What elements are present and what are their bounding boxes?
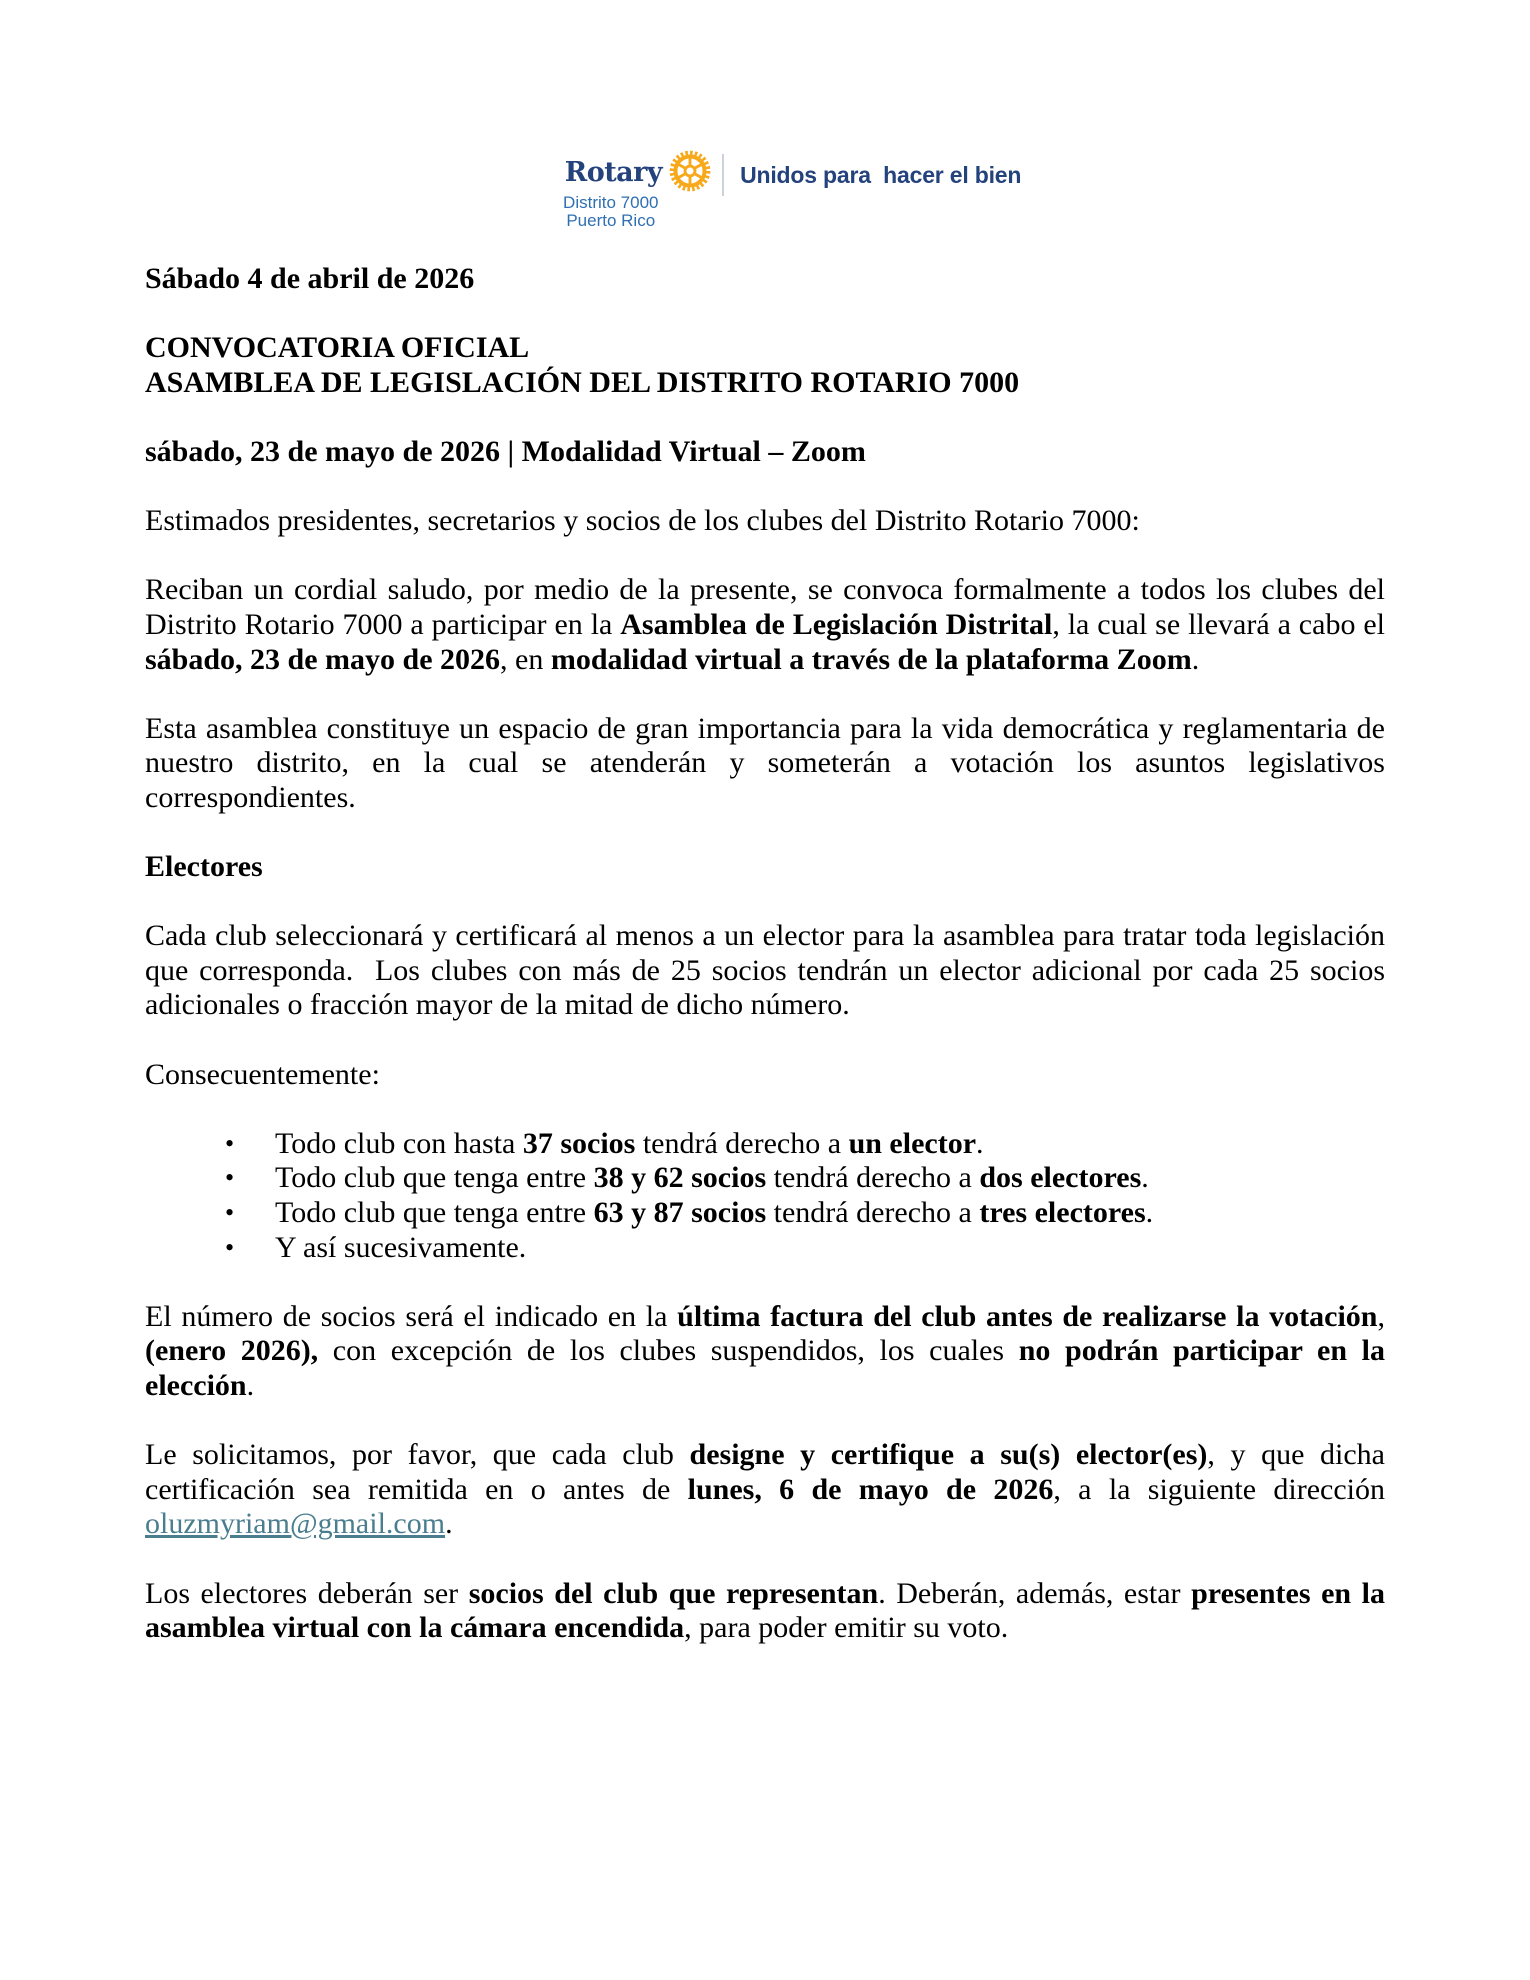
paragraph-importance: Esta asamblea constituye un espacio de gran importancia para la vida democrática y reglamentaria de nuestro distrito, en la cual se atenderán y someterán a votación los asuntos legislativos correspondientes. bbox=[145, 711, 1393, 814]
rotary-brand-row bbox=[565, 150, 712, 194]
bullet-marker-icon: • bbox=[225, 1128, 235, 1158]
title-block bbox=[145, 331, 1385, 400]
rotary-wheel-icon bbox=[668, 149, 712, 193]
logo-region: Puerto Rico bbox=[566, 211, 656, 231]
bullet-marker-icon: • bbox=[225, 1198, 235, 1228]
date-line: Sábado 4 de abril de 2026 bbox=[145, 262, 475, 295]
title-line-2: ASAMBLEA DE LEGISLACIÓN DEL DISTRITO ROTARIO 7000 bbox=[145, 365, 1020, 399]
bullet-item-1: • Todo club con hasta 37 socios tendrá derecho a un elector. bbox=[225, 1126, 984, 1160]
paragraph-consecuentemente: Consecuentemente: bbox=[145, 1057, 380, 1091]
paragraph-certification-request: Le solicitamos, por favor, que cada club designe y certifique a su(s) elector(es), y que dicha certificación sea remitida en o antes de lunes, 6 de mayo de 2026, a la siguiente dirección oluzmyriam@gmail.com. bbox=[145, 1438, 1393, 1541]
rotary-logo-left bbox=[565, 150, 712, 231]
letter-body bbox=[145, 262, 1393, 1680]
heading-electores: Electores bbox=[145, 850, 263, 884]
paragraph-membership-count: El número de socios será el indicado en la última factura del club antes de realizarse la votación, (enero 2026), con excepción de los clubes suspendidos, los cuales no podrán participar en la elección. bbox=[145, 1299, 1393, 1402]
salutation: Estimados presidentes, secretarios y socios de los clubes del Distrito Rotario 7000: bbox=[145, 504, 1140, 538]
bullet-marker-icon: • bbox=[225, 1163, 235, 1193]
subject-line: sábado, 23 de mayo de 2026 | Modalidad Virtual – Zoom bbox=[145, 434, 866, 468]
bullet-list bbox=[145, 1127, 1385, 1265]
rotary-wordmark: Rotary bbox=[564, 156, 663, 188]
rotary-letterhead bbox=[0, 150, 1530, 231]
email-link[interactable]: oluzmyriam@gmail.com bbox=[145, 1507, 446, 1541]
paragraph-invitation: Reciban un cordial saludo, por medio de la presente, se convoca formalmente a todos los clubes del Distrito Rotario 7000 a participar en la Asamblea de Legislación Distrital, la cual se llevará a cabo el sábado, 23 de mayo de 2026, en modalidad virtual a través de la plataforma Zoom. bbox=[145, 573, 1393, 676]
bullet-item-4: • Y así sucesivamente. bbox=[225, 1230, 527, 1264]
title-line-1: CONVOCATORIA OFICIAL bbox=[145, 331, 530, 365]
paragraph-electores-rule: Cada club seleccionará y certificará al menos a un elector para la asamblea para tratar toda legislación que corresponda. Los clubes con más de 25 socios tendrán un elector adicional por cada 25 socios adicionales o fracción mayor de la mitad de dicho número. bbox=[145, 919, 1393, 1022]
bullet-marker-icon: • bbox=[225, 1232, 235, 1262]
paragraph-elector-requirements: Los electores deberán ser socios del club que representan. Deberán, además, estar presentes en la asamblea virtual con la cámara encendida, para poder emitir su voto. bbox=[145, 1576, 1393, 1645]
logo-district: Distrito 7000 bbox=[563, 193, 659, 212]
bullet-item-3: • Todo club que tenga entre 63 y 87 socios tendrá derecho a tres electores. bbox=[225, 1196, 1154, 1230]
logo-tagline: Unidos para hacer el bien bbox=[740, 162, 1022, 188]
rotary-logo bbox=[565, 150, 1021, 231]
logo-divider bbox=[722, 154, 724, 196]
bullet-item-2: • Todo club que tenga entre 38 y 62 socios tendrá derecho a dos electores. bbox=[225, 1161, 1149, 1195]
